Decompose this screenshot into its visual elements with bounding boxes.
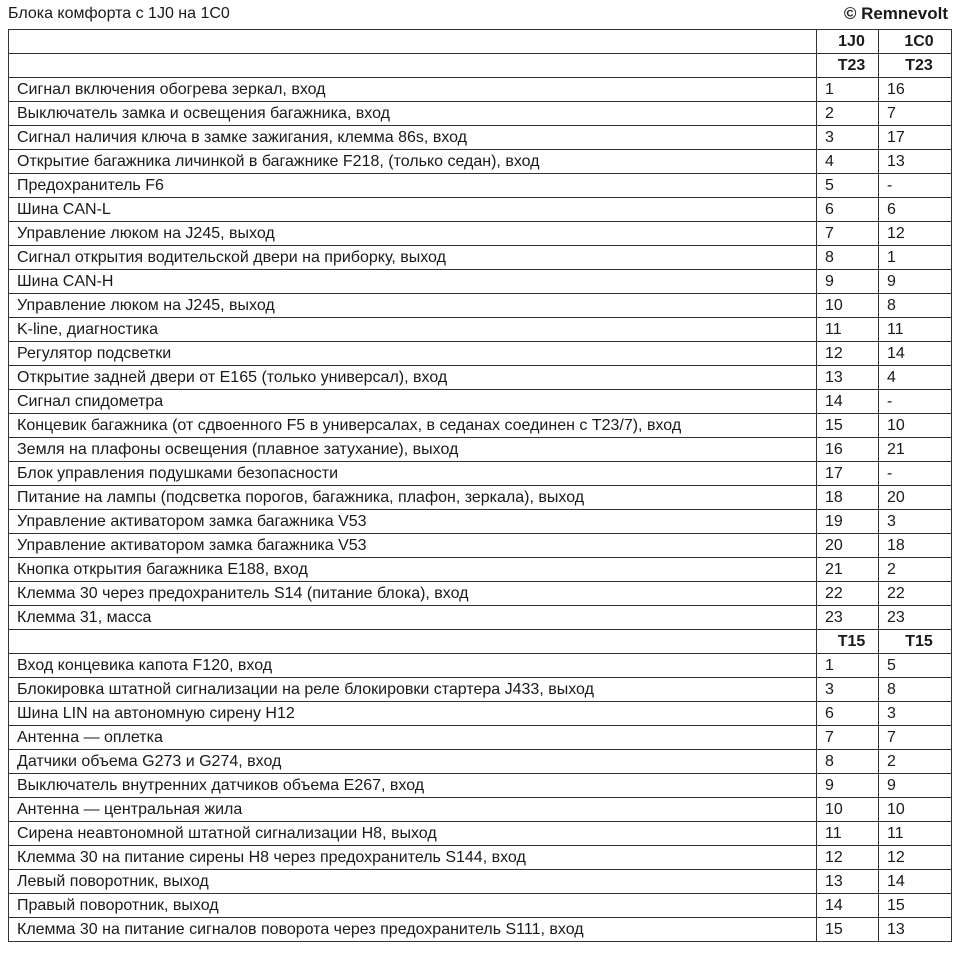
pin-1c0: 8 bbox=[879, 678, 952, 702]
signal-description: Датчики объема G273 и G274, вход bbox=[9, 750, 817, 774]
pin-1c0: 15 bbox=[879, 894, 952, 918]
signal-description: Сигнал открытия водительской двери на приборку, выход bbox=[9, 246, 817, 270]
page-header bbox=[0, 0, 960, 29]
pin-1j0: 17 bbox=[817, 462, 879, 486]
signal-description: Клемма 30 через предохранитель S14 (питание блока), вход bbox=[9, 582, 817, 606]
table-row bbox=[9, 606, 952, 630]
connector-header-blank-cell bbox=[9, 630, 817, 654]
table-row bbox=[9, 102, 952, 126]
table-row bbox=[9, 846, 952, 870]
pin-1j0: 11 bbox=[817, 318, 879, 342]
pin-1c0: 16 bbox=[879, 78, 952, 102]
pin-1c0: 2 bbox=[879, 750, 952, 774]
pin-1c0: 2 bbox=[879, 558, 952, 582]
pin-1j0: 21 bbox=[817, 558, 879, 582]
signal-description: Сигнал спидометра bbox=[9, 390, 817, 414]
table-row bbox=[9, 438, 952, 462]
pin-1j0: 7 bbox=[817, 726, 879, 750]
pin-1c0: 1 bbox=[879, 246, 952, 270]
signal-description: Предохранитель F6 bbox=[9, 174, 817, 198]
connector-label-1j0: T15 bbox=[817, 630, 879, 654]
pin-1j0: 14 bbox=[817, 894, 879, 918]
table-row bbox=[9, 366, 952, 390]
signal-description: Открытие задней двери от E165 (только универсал), вход bbox=[9, 366, 817, 390]
signal-description: Правый поворотник, выход bbox=[9, 894, 817, 918]
signal-description: Сигнал наличия ключа в замке зажигания, клемма 86s, вход bbox=[9, 126, 817, 150]
pin-1c0: 4 bbox=[879, 366, 952, 390]
pin-1c0: - bbox=[879, 174, 952, 198]
pin-1j0: 6 bbox=[817, 198, 879, 222]
table-row bbox=[9, 654, 952, 678]
pin-1c0: 20 bbox=[879, 486, 952, 510]
pin-1c0: 22 bbox=[879, 582, 952, 606]
document-title: Блока комфорта с 1J0 на 1C0 bbox=[8, 5, 230, 22]
signal-description: Управление активатором замка багажника V53 bbox=[9, 510, 817, 534]
pin-1c0: 18 bbox=[879, 534, 952, 558]
table-row bbox=[9, 822, 952, 846]
pin-1j0: 13 bbox=[817, 366, 879, 390]
pin-1j0: 22 bbox=[817, 582, 879, 606]
pin-1c0: 6 bbox=[879, 198, 952, 222]
signal-description: Управление люком на J245, выход bbox=[9, 294, 817, 318]
table-row bbox=[9, 774, 952, 798]
pin-1j0: 20 bbox=[817, 534, 879, 558]
signal-description: Клемма 31, масса bbox=[9, 606, 817, 630]
table-row bbox=[9, 702, 952, 726]
connector-header-row bbox=[9, 630, 952, 654]
pin-1j0: 12 bbox=[817, 342, 879, 366]
table-row bbox=[9, 678, 952, 702]
signal-description: Шина CAN-H bbox=[9, 270, 817, 294]
pin-1j0: 6 bbox=[817, 702, 879, 726]
table-row bbox=[9, 918, 952, 942]
table-row bbox=[9, 294, 952, 318]
pin-1c0: 9 bbox=[879, 774, 952, 798]
pin-1c0: 14 bbox=[879, 870, 952, 894]
table-row bbox=[9, 870, 952, 894]
signal-description: Кнопка открытия багажника E188, вход bbox=[9, 558, 817, 582]
signal-description: Клемма 30 на питание сирены H8 через предохранитель S144, вход bbox=[9, 846, 817, 870]
signal-description: Клемма 30 на питание сигналов поворота через предохранитель S111, вход bbox=[9, 918, 817, 942]
connector-label-1j0: T23 bbox=[817, 54, 879, 78]
table-row bbox=[9, 342, 952, 366]
signal-description: Блокировка штатной сигнализации на реле блокировки стартера J433, выход bbox=[9, 678, 817, 702]
pin-1c0: 9 bbox=[879, 270, 952, 294]
pin-1c0: 23 bbox=[879, 606, 952, 630]
table-row bbox=[9, 390, 952, 414]
pin-1c0: 7 bbox=[879, 726, 952, 750]
pin-1c0: - bbox=[879, 462, 952, 486]
pin-1c0: - bbox=[879, 390, 952, 414]
column-header-1j0: 1J0 bbox=[817, 30, 879, 54]
pin-1c0: 3 bbox=[879, 510, 952, 534]
pin-1j0: 3 bbox=[817, 678, 879, 702]
signal-description: Левый поворотник, выход bbox=[9, 870, 817, 894]
table-row bbox=[9, 222, 952, 246]
table-row bbox=[9, 462, 952, 486]
signal-description: Сирена неавтономной штатной сигнализации H8, выход bbox=[9, 822, 817, 846]
table-row bbox=[9, 510, 952, 534]
pin-1j0: 8 bbox=[817, 750, 879, 774]
pin-1j0: 5 bbox=[817, 174, 879, 198]
column-header-row bbox=[9, 30, 952, 54]
pin-1c0: 14 bbox=[879, 342, 952, 366]
table-row bbox=[9, 750, 952, 774]
pin-1c0: 10 bbox=[879, 798, 952, 822]
signal-description: Вход концевика капота F120, вход bbox=[9, 654, 817, 678]
pin-1j0: 15 bbox=[817, 918, 879, 942]
table-row bbox=[9, 198, 952, 222]
pin-1j0: 12 bbox=[817, 846, 879, 870]
pin-1c0: 13 bbox=[879, 918, 952, 942]
pinout-table-body bbox=[9, 30, 952, 942]
signal-description: Выключатель внутренних датчиков объема E267, вход bbox=[9, 774, 817, 798]
pin-1c0: 13 bbox=[879, 150, 952, 174]
pin-1j0: 13 bbox=[817, 870, 879, 894]
pin-1j0: 2 bbox=[817, 102, 879, 126]
pinout-table bbox=[8, 29, 952, 942]
pin-1j0: 9 bbox=[817, 270, 879, 294]
table-row bbox=[9, 534, 952, 558]
description-header-cell bbox=[9, 30, 817, 54]
signal-description: K-line, диагностика bbox=[9, 318, 817, 342]
pin-1j0: 1 bbox=[817, 78, 879, 102]
pin-1j0: 11 bbox=[817, 822, 879, 846]
table-row bbox=[9, 486, 952, 510]
pin-1j0: 18 bbox=[817, 486, 879, 510]
signal-description: Блок управления подушками безопасности bbox=[9, 462, 817, 486]
table-row bbox=[9, 318, 952, 342]
signal-description: Открытие багажника личинкой в багажнике F218, (только седан), вход bbox=[9, 150, 817, 174]
signal-description: Земля на плафоны освещения (плавное затухание), выход bbox=[9, 438, 817, 462]
pin-1j0: 16 bbox=[817, 438, 879, 462]
connector-label-1c0: T23 bbox=[879, 54, 952, 78]
signal-description: Шина CAN-L bbox=[9, 198, 817, 222]
table-row bbox=[9, 174, 952, 198]
pin-1j0: 10 bbox=[817, 798, 879, 822]
table-row bbox=[9, 414, 952, 438]
signal-description: Концевик багажника (от сдвоенного F5 в универсалах, в седанах соединен с T23/7), вход bbox=[9, 414, 817, 438]
table-row bbox=[9, 78, 952, 102]
signal-description: Шина LIN на автономную сирену H12 bbox=[9, 702, 817, 726]
signal-description: Управление активатором замка багажника V53 bbox=[9, 534, 817, 558]
copyright-label: © Remnevolt bbox=[843, 4, 948, 23]
table-row bbox=[9, 246, 952, 270]
pin-1c0: 12 bbox=[879, 846, 952, 870]
table-row bbox=[9, 270, 952, 294]
pin-1c0: 21 bbox=[879, 438, 952, 462]
pin-1c0: 5 bbox=[879, 654, 952, 678]
connector-header-blank-cell bbox=[9, 54, 817, 78]
connector-header-row bbox=[9, 54, 952, 78]
table-row bbox=[9, 798, 952, 822]
pin-1c0: 17 bbox=[879, 126, 952, 150]
pin-1j0: 15 bbox=[817, 414, 879, 438]
table-row bbox=[9, 126, 952, 150]
signal-description: Антенна — центральная жила bbox=[9, 798, 817, 822]
pin-1j0: 8 bbox=[817, 246, 879, 270]
signal-description: Сигнал включения обогрева зеркал, вход bbox=[9, 78, 817, 102]
column-header-1c0: 1C0 bbox=[879, 30, 952, 54]
pin-1j0: 4 bbox=[817, 150, 879, 174]
table-row bbox=[9, 582, 952, 606]
pin-1j0: 3 bbox=[817, 126, 879, 150]
connector-label-1c0: T15 bbox=[879, 630, 952, 654]
pin-1c0: 11 bbox=[879, 318, 952, 342]
signal-description: Выключатель замка и освещения багажника, вход bbox=[9, 102, 817, 126]
pin-1j0: 9 bbox=[817, 774, 879, 798]
pin-1c0: 8 bbox=[879, 294, 952, 318]
signal-description: Питание на лампы (подсветка порогов, багажника, плафон, зеркала), выход bbox=[9, 486, 817, 510]
table-row bbox=[9, 558, 952, 582]
signal-description: Антенна — оплетка bbox=[9, 726, 817, 750]
pin-1c0: 7 bbox=[879, 102, 952, 126]
pin-1j0: 23 bbox=[817, 606, 879, 630]
pin-1c0: 12 bbox=[879, 222, 952, 246]
pin-1j0: 19 bbox=[817, 510, 879, 534]
pin-1c0: 10 bbox=[879, 414, 952, 438]
pin-1j0: 10 bbox=[817, 294, 879, 318]
pin-1c0: 11 bbox=[879, 822, 952, 846]
table-row bbox=[9, 726, 952, 750]
pin-1j0: 1 bbox=[817, 654, 879, 678]
pin-1j0: 7 bbox=[817, 222, 879, 246]
signal-description: Управление люком на J245, выход bbox=[9, 222, 817, 246]
table-row bbox=[9, 894, 952, 918]
signal-description: Регулятор подсветки bbox=[9, 342, 817, 366]
table-row bbox=[9, 150, 952, 174]
pin-1j0: 14 bbox=[817, 390, 879, 414]
pin-1c0: 3 bbox=[879, 702, 952, 726]
